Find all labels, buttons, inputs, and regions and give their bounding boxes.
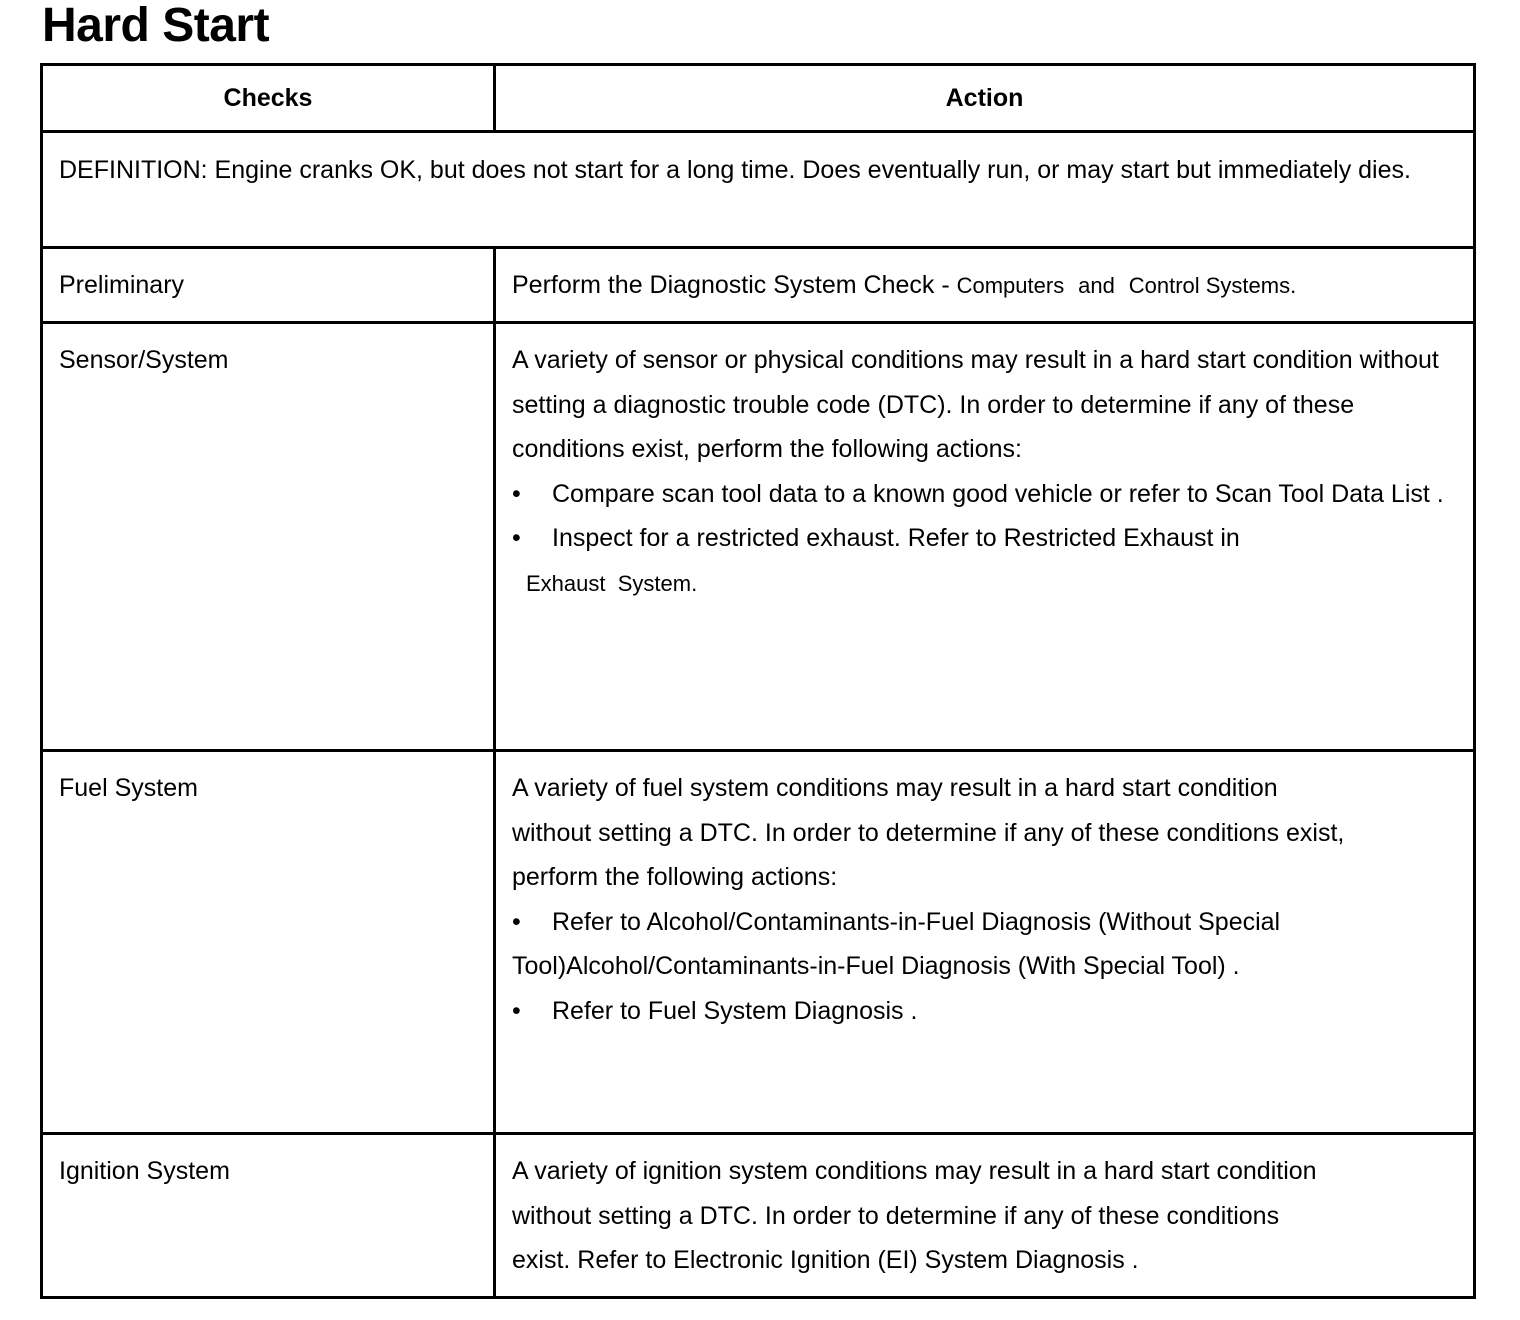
- link-exhaust-system[interactable]: Exhaust System: [526, 570, 692, 596]
- and-text: and: [1078, 273, 1115, 298]
- intro-text: A variety of fuel system conditions may result in a hard start condition without setting a DTC. In order to determine if any of these conditions exist, perform the following actions:: [512, 774, 1345, 891]
- intro-text: A variety of ignition system conditions may result in a hard start condition without setting a DTC. In order to determine if any of these conditions exist. Refer to Electronic Ignition (EI) System Diagnosis .: [512, 1157, 1317, 1274]
- page-title: Hard Start: [42, 0, 270, 52]
- bullet-icon: •: [512, 907, 521, 936]
- table-row: [42, 751, 1475, 1134]
- table-row: [42, 323, 1475, 751]
- check-fuel-system: Fuel System: [42, 751, 495, 1134]
- action-text: Perform the Diagnostic System Check -: [512, 271, 957, 299]
- header-checks: Checks: [42, 65, 495, 132]
- check-ignition-system: Ignition System: [42, 1134, 495, 1298]
- hard-start-table: [40, 63, 1476, 1299]
- link-computers[interactable]: Computers: [956, 273, 1065, 298]
- bullet-icon: •: [512, 524, 521, 552]
- bullet-icon: •: [512, 996, 521, 1025]
- header-row: [42, 65, 1475, 132]
- bullet-item: • Refer to Fuel System Diagnosis .: [512, 989, 1457, 1034]
- action-ignition-system: [495, 1134, 1475, 1298]
- header-action: Action: [495, 65, 1475, 132]
- definition-row: [42, 132, 1475, 248]
- bullet-item: • Inspect for a restricted exhaust. Refer to Restricted Exhaust in: [512, 516, 1457, 561]
- bullet-item: • Compare scan tool data to a known good vehicle or refer to Scan Tool Data List .: [512, 472, 1457, 517]
- check-sensor-system: Sensor/System: [42, 323, 495, 751]
- action-fuel-system: [495, 751, 1475, 1134]
- check-preliminary: Preliminary: [42, 248, 495, 323]
- intro-text: A variety of sensor or physical conditions may result in a hard start condition without setting a diagnostic trouble code (DTC). In order to determine if any of these conditions exist, perform the following actions:: [512, 346, 1439, 463]
- link-control-systems[interactable]: Control Systems: [1128, 273, 1291, 298]
- definition-text: DEFINITION: Engine cranks OK, but does not start for a long time. Does eventually run, or may start but immediately dies.: [42, 132, 1475, 248]
- bullet-icon: •: [512, 479, 521, 508]
- table-row: [42, 248, 1475, 323]
- action-sensor-system: A variety of sensor or physical conditions may result in a hard start condition without setting a diagnostic trouble code (DTC). In order to determine if any of these conditions exist, perform the following actions: • Compare scan tool data to a known good vehicle or refer to Scan Tool Data List . • Inspect for a restricted exhaust. Refer to Restricted Exhaust in Exhaust System.: [495, 323, 1475, 751]
- bullet-item: • Refer to Alcohol/Contaminants-in-Fuel Diagnosis (Without Special Tool)Alcohol/Contaminants-in-Fuel Diagnosis (With Special Tool) .: [512, 900, 1457, 989]
- table-row: [42, 1134, 1475, 1298]
- action-preliminary: Perform the Diagnostic System Check - Computers and Control Systems.: [495, 248, 1475, 323]
